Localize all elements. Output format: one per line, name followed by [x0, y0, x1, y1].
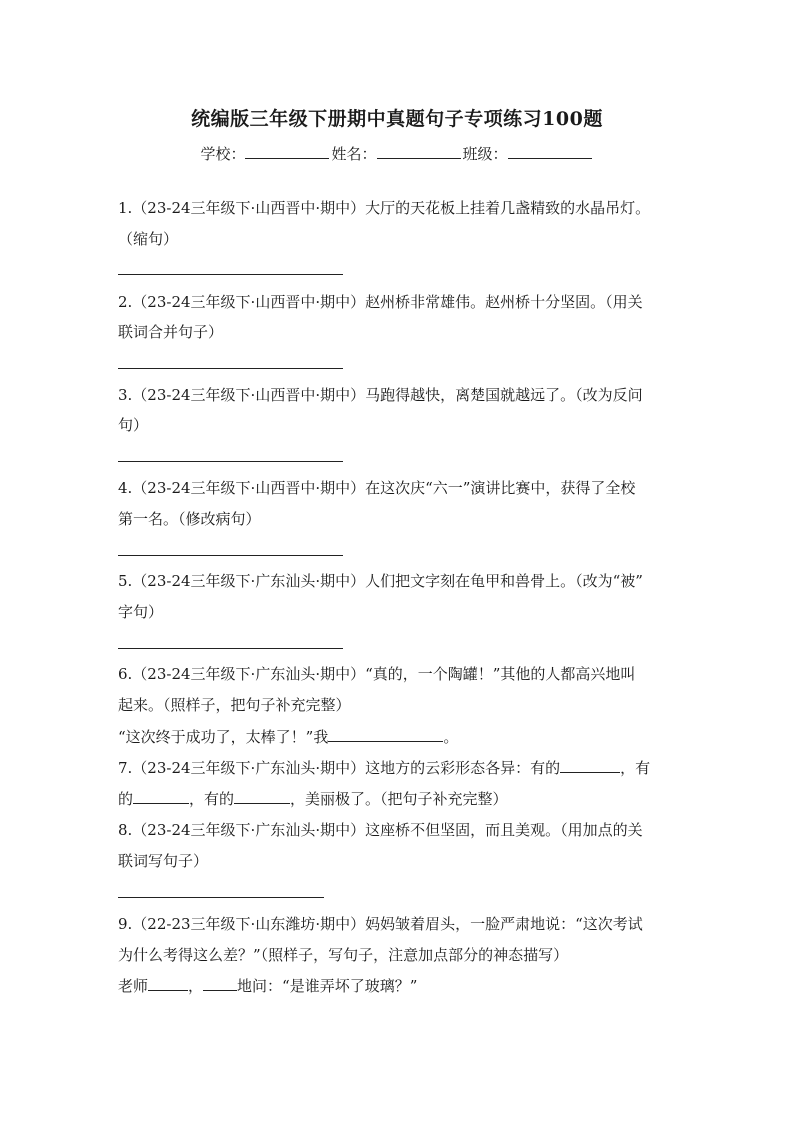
- question-9-text-b: ，: [188, 977, 204, 995]
- question-5-line-1: 5.（23-24三年级下·广东汕头·期中）人们把文字刻在龟甲和兽骨上。（改为“被”: [118, 572, 643, 590]
- page-title: 统编版三年级下册期中真题句子专项练习100题: [191, 108, 603, 130]
- question-9-fill-line: [118, 976, 417, 996]
- question-9-text-a: 老师: [118, 977, 149, 995]
- question-3-answer-line[interactable]: [118, 461, 343, 462]
- question-9-text-c: 地问：“是谁弄坏了玻璃？”: [237, 977, 418, 995]
- question-9-blank-1[interactable]: [148, 976, 188, 991]
- question-5-line-2: 字句）: [118, 603, 164, 621]
- question-6-line-1: 6.（23-24三年级下·广东汕头·期中）“真的，一个陶罐！”其他的人都高兴地叫: [118, 665, 636, 683]
- question-1-line-1: 1.（23-24三年级下·山西晋中·期中）大厅的天花板上挂着几盏精致的水晶吊灯。: [118, 199, 651, 217]
- question-7-text-c: ，美丽极了。（把句子补充完整）: [290, 790, 508, 808]
- class-blank[interactable]: [508, 144, 592, 159]
- question-6-fill-line: [118, 727, 458, 747]
- question-1-answer-line[interactable]: [118, 274, 343, 275]
- question-6-fill-prefix: “这次终于成功了，太棒了！”我: [118, 728, 329, 746]
- question-4-answer-line[interactable]: [118, 555, 343, 556]
- school-label: 学校：: [200, 145, 246, 163]
- question-7-blank-2[interactable]: [133, 789, 189, 804]
- question-8-answer-line[interactable]: [118, 897, 324, 898]
- question-7-suffix: ，有: [620, 759, 651, 777]
- question-7-prefix: 7.（23-24三年级下·广东汕头·期中）这地方的云彩形态各异：有的: [118, 759, 561, 777]
- question-7-line-2: [118, 789, 508, 809]
- question-6-line-2: 起来。（照样子，把句子补充完整）: [118, 696, 351, 714]
- question-7-blank-3[interactable]: [234, 789, 290, 804]
- question-8-line-2: 联词写句子）: [118, 852, 209, 870]
- question-6-fill-suffix: 。: [443, 728, 459, 746]
- question-2-line-1: 2.（23-24三年级下·山西晋中·期中）赵州桥非常雄伟。赵州桥十分坚固。（用关: [118, 293, 643, 311]
- question-4-line-2: 第一名。（修改病句）: [118, 510, 261, 528]
- student-info-line: [0, 143, 794, 164]
- name-label: 姓名：: [331, 145, 377, 163]
- question-2-answer-line[interactable]: [118, 368, 343, 369]
- question-2-line-2: 联词合并句子）: [118, 323, 224, 341]
- question-7-text-a: 的: [118, 790, 134, 808]
- name-blank[interactable]: [377, 144, 461, 159]
- class-label: 班级：: [462, 145, 508, 163]
- question-9-blank-2[interactable]: [203, 976, 237, 991]
- question-8-line-1: 8.（23-24三年级下·广东汕头·期中）这座桥不但坚固，而且美观。（用加点的关: [118, 821, 643, 839]
- question-5-answer-line[interactable]: [118, 648, 343, 649]
- question-9-line-2: 为什么考得这么差？”（照样子，写句子，注意加点部分的神态描写）: [118, 946, 569, 964]
- question-1-line-2: （缩句）: [118, 230, 179, 248]
- school-blank[interactable]: [245, 144, 329, 159]
- question-7-blank-1[interactable]: [560, 758, 620, 773]
- question-4-line-1: 4.（23-24三年级下·山西晋中·期中）在这次庆“六一”演讲比赛中，获得了全校: [118, 479, 636, 497]
- question-3-line-2: 句）: [118, 416, 149, 434]
- question-6-blank[interactable]: [328, 727, 443, 742]
- question-7-text-b: ，有的: [189, 790, 235, 808]
- question-7-line-1: [118, 758, 650, 778]
- question-3-line-1: 3.（23-24三年级下·山西晋中·期中）马跑得越快，离楚国就越远了。（改为反问: [118, 386, 643, 404]
- question-9-line-1: 9.（22-23三年级下·山东潍坊·期中）妈妈皱着眉头，一脸严肃地说：“这次考试: [118, 915, 643, 933]
